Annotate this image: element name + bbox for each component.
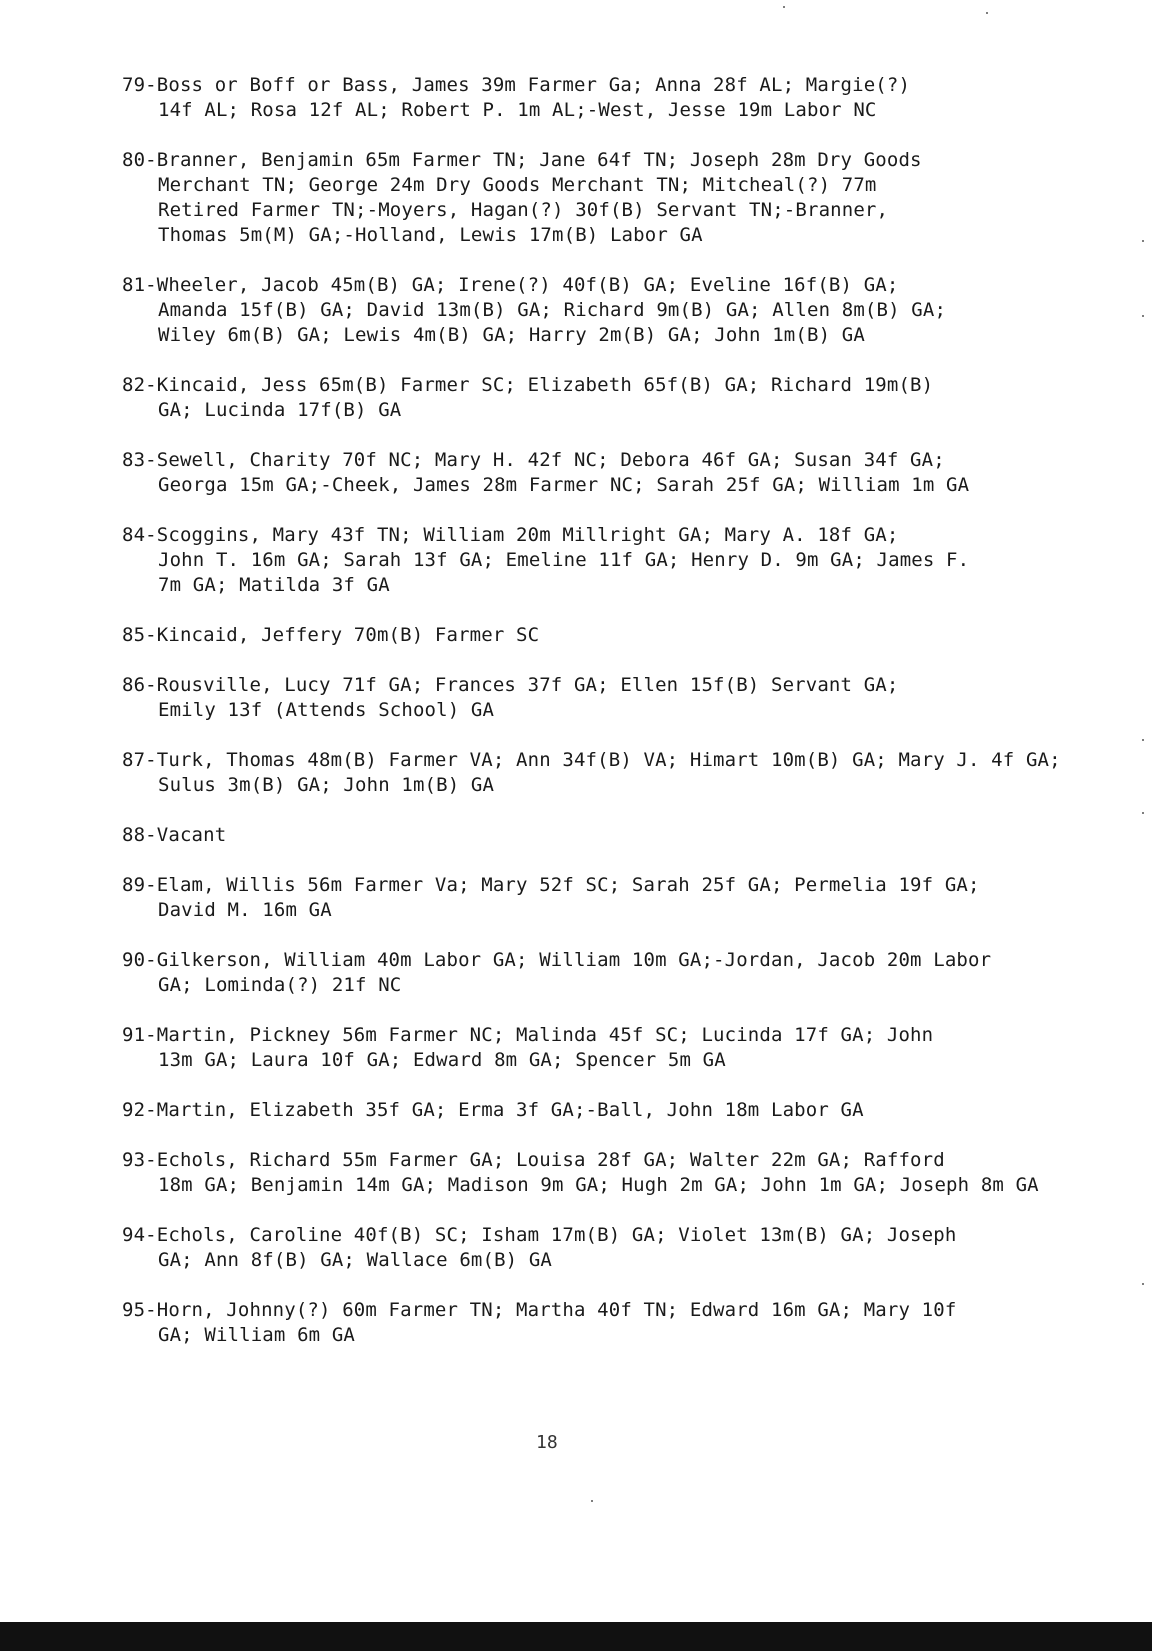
census-entry — [122, 1298, 1132, 1348]
entry-first-line: 79-Boss or Boff or Bass, James 39m Farmer Ga; Anna 28f AL; Margie(?) — [122, 74, 911, 96]
census-entry — [122, 948, 1132, 998]
entry-first-line: 89-Elam, Willis 56m Farmer Va; Mary 52f SC; Sarah 25f GA; Permelia 19f GA; — [122, 874, 980, 896]
census-entry — [122, 1023, 1132, 1073]
entry-continuation-line: Amanda 15f(B) GA; David 13m(B) GA; Richard 9m(B) GA; Allen 8m(B) GA; — [158, 299, 947, 321]
entry-continuation-line: GA; Lucinda 17f(B) GA — [158, 399, 402, 421]
census-entry — [122, 373, 1132, 423]
entry-continuation-line: GA; William 6m GA — [158, 1324, 356, 1346]
census-entry — [122, 873, 1132, 923]
entry-continuation-line: David M. 16m GA — [158, 899, 332, 921]
entry-first-line: 88-Vacant — [122, 824, 227, 846]
entry-first-line: 95-Horn, Johnny(?) 60m Farmer TN; Martha 40f TN; Edward 16m GA; Mary 10f — [122, 1299, 957, 1321]
census-entry — [122, 1098, 1132, 1123]
entry-continuation-line: 13m GA; Laura 10f GA; Edward 8m GA; Spencer 5m GA — [158, 1049, 726, 1071]
census-entry — [122, 148, 1132, 248]
entry-continuation-line: John T. 16m GA; Sarah 13f GA; Emeline 11f GA; Henry D. 9m GA; James F. — [158, 549, 970, 571]
page-number: 18 — [536, 1432, 558, 1453]
entry-continuation-line: Retired Farmer TN;-Moyers, Hagan(?) 30f(B) Servant TN;-Branner, — [158, 199, 889, 221]
scan-speck — [1142, 739, 1144, 741]
scan-speck — [1142, 315, 1144, 317]
census-entry — [122, 748, 1132, 798]
entry-continuation-line: GA; Lominda(?) 21f NC — [158, 974, 402, 996]
scan-speck — [1142, 240, 1144, 242]
scan-speck — [783, 6, 785, 8]
census-entry — [122, 623, 1132, 648]
scan-speck — [1142, 1283, 1144, 1285]
entry-continuation-line: 18m GA; Benjamin 14m GA; Madison 9m GA; Hugh 2m GA; John 1m GA; Joseph 8m GA — [158, 1174, 1039, 1196]
entry-first-line: 90-Gilkerson, William 40m Labor GA; William 10m GA;-Jordan, Jacob 20m Labor — [122, 949, 992, 971]
entry-first-line: 80-Branner, Benjamin 65m Farmer TN; Jane 64f TN; Joseph 28m Dry Goods — [122, 149, 922, 171]
census-entry — [122, 673, 1132, 723]
entry-first-line: 83-Sewell, Charity 70f NC; Mary H. 42f NC; Debora 46f GA; Susan 34f GA; — [122, 449, 945, 471]
entry-first-line: 84-Scoggins, Mary 43f TN; William 20m Millright GA; Mary A. 18f GA; — [122, 524, 899, 546]
scan-speck — [986, 12, 988, 14]
entry-first-line: 85-Kincaid, Jeffery 70m(B) Farmer SC — [122, 624, 540, 646]
entry-continuation-line: Thomas 5m(M) GA;-Holland, Lewis 17m(B) Labor GA — [158, 224, 703, 246]
entry-first-line: 82-Kincaid, Jess 65m(B) Farmer SC; Elizabeth 65f(B) GA; Richard 19m(B) — [122, 374, 934, 396]
entry-continuation-line: 7m GA; Matilda 3f GA — [158, 574, 390, 596]
census-entry — [122, 73, 1132, 123]
entry-continuation-line: Georga 15m GA;-Cheek, James 28m Farmer NC; Sarah 25f GA; William 1m GA — [158, 474, 970, 496]
entry-continuation-line: Emily 13f (Attends School) GA — [158, 699, 495, 721]
scan-speck — [591, 1500, 593, 1502]
entry-continuation-line: Sulus 3m(B) GA; John 1m(B) GA — [158, 774, 495, 796]
entry-first-line: 93-Echols, Richard 55m Farmer GA; Louisa 28f GA; Walter 22m GA; Rafford — [122, 1149, 945, 1171]
entry-first-line: 92-Martin, Elizabeth 35f GA; Erma 3f GA;-Ball, John 18m Labor GA — [122, 1099, 864, 1121]
entry-continuation-line: GA; Ann 8f(B) GA; Wallace 6m(B) GA — [158, 1249, 553, 1271]
scan-speck — [1142, 812, 1144, 814]
entry-continuation-line: Merchant TN; George 24m Dry Goods Merchant TN; Mitcheal(?) 77m — [158, 174, 877, 196]
entry-first-line: 94-Echols, Caroline 40f(B) SC; Isham 17m(B) GA; Violet 13m(B) GA; Joseph — [122, 1224, 957, 1246]
entry-first-line: 91-Martin, Pickney 56m Farmer NC; Malinda 45f SC; Lucinda 17f GA; John — [122, 1024, 934, 1046]
entry-continuation-line: 14f AL; Rosa 12f AL; Robert P. 1m AL;-West, Jesse 19m Labor NC — [158, 99, 877, 121]
census-entry — [122, 1148, 1132, 1198]
census-entry — [122, 1223, 1132, 1273]
census-entry — [122, 273, 1132, 348]
entry-first-line: 87-Turk, Thomas 48m(B) Farmer VA; Ann 34f(B) VA; Himart 10m(B) GA; Mary J. 4f GA; — [122, 749, 1061, 771]
census-entry — [122, 448, 1132, 498]
entry-first-line: 86-Rousville, Lucy 71f GA; Frances 37f GA; Ellen 15f(B) Servant GA; — [122, 674, 899, 696]
entry-continuation-line: Wiley 6m(B) GA; Lewis 4m(B) GA; Harry 2m(B) GA; John 1m(B) GA — [158, 324, 865, 346]
entry-first-line: 81-Wheeler, Jacob 45m(B) GA; Irene(?) 40f(B) GA; Eveline 16f(B) GA; — [122, 274, 899, 296]
census-entry — [122, 523, 1132, 598]
census-entries — [122, 73, 1132, 1373]
census-entry — [122, 823, 1132, 848]
scan-bottom-edge — [0, 1622, 1152, 1651]
